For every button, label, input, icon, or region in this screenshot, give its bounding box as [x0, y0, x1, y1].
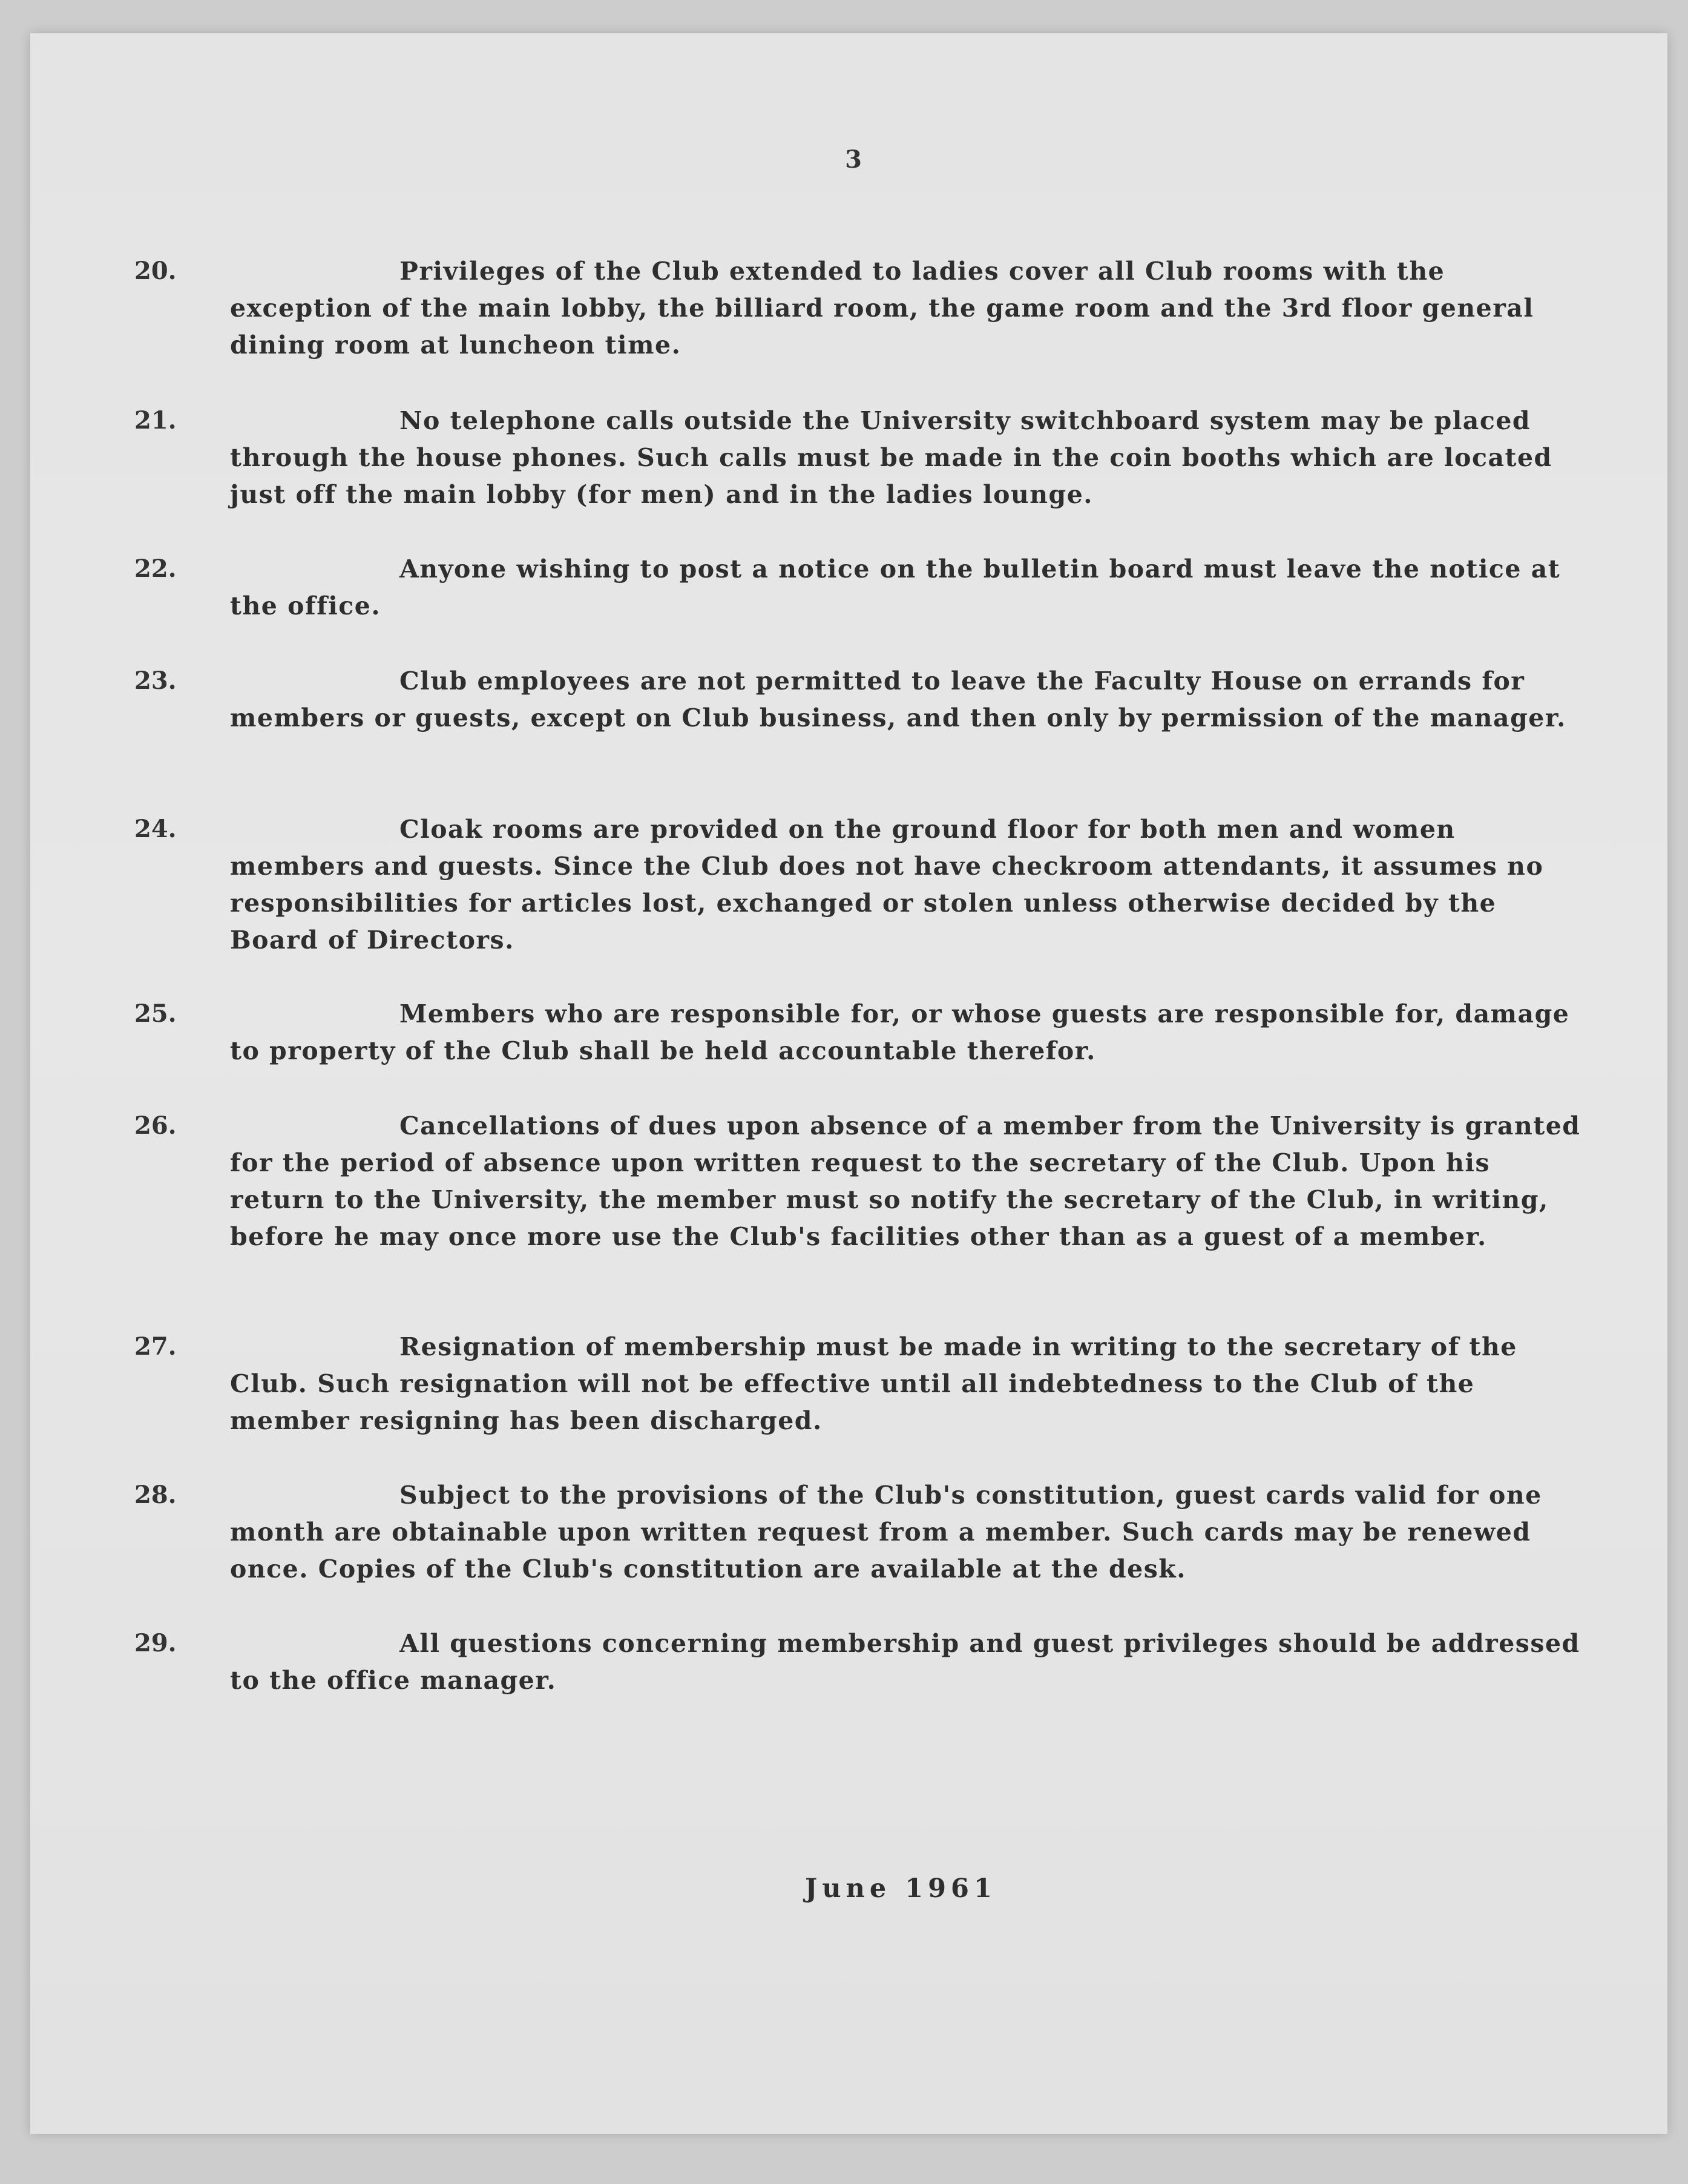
item-number: 27. [134, 1332, 177, 1361]
page-number: 3 [845, 145, 862, 174]
item-number: 23. [134, 666, 177, 695]
item-number: 26. [134, 1111, 177, 1140]
item-number: 20. [134, 257, 177, 285]
item-number: 22. [134, 554, 177, 583]
item-text: Club employees are not permitted to leave the Faculty House on errands for members or guests, except on Club business, and then only by permission of the manager. [230, 666, 1566, 732]
item-text: Subject to the provisions of the Club's constitution, guest cards valid for one month are obtainable upon written request from a member. Such cards may be renewed once. Copies of the Club's constitution are available at the desk. [230, 1481, 1542, 1584]
item-number: 29. [134, 1629, 177, 1657]
item-text: Members who are responsible for, or whose guests are responsible for, damage to property of the Club shall be held accountable therefor. [230, 999, 1570, 1065]
item-text: No telephone calls outside the University switchboard system may be placed through the house phones. Such calls must be made in the coin booths which are located just off the main lobby (for men) and in the ladies lounge. [230, 406, 1552, 509]
item-number: 25. [134, 999, 177, 1028]
item-text: Resignation of membership must be made in writing to the secretary of the Club. Such resignation will not be effective until all indebtedness to the Club of the member resigning has been discharged. [230, 1332, 1517, 1435]
document-date: June 1961 [805, 1873, 997, 1904]
item-text: All questions concerning membership and guest privileges should be addressed to the office manager. [230, 1629, 1580, 1695]
item-number: 24. [134, 815, 177, 843]
document-page [30, 33, 1667, 2134]
item-text: Anyone wishing to post a notice on the bulletin board must leave the notice at the office. [230, 554, 1561, 620]
item-text: Cloak rooms are provided on the ground floor for both men and women members and guests. Since the Club does not have checkroom attendants, it assumes no responsibilities for articles lost, exchanged or stolen unless otherwise decided by the Board of Directors. [230, 815, 1544, 955]
item-number: 21. [134, 406, 177, 435]
item-text: Cancellations of dues upon absence of a member from the University is granted for the period of absence upon written request to the secretary of the Club. Upon his return to the University, the member must so notify the secretary of the Club, in writing, before he may once more use the Club's facilities other than as a guest of a member. [230, 1111, 1581, 1251]
item-number: 28. [134, 1481, 177, 1509]
item-text: Privileges of the Club extended to ladies cover all Club rooms with the exception of the main lobby, the billiard room, the game room and the 3rd floor general dining room at luncheon time. [230, 257, 1534, 360]
